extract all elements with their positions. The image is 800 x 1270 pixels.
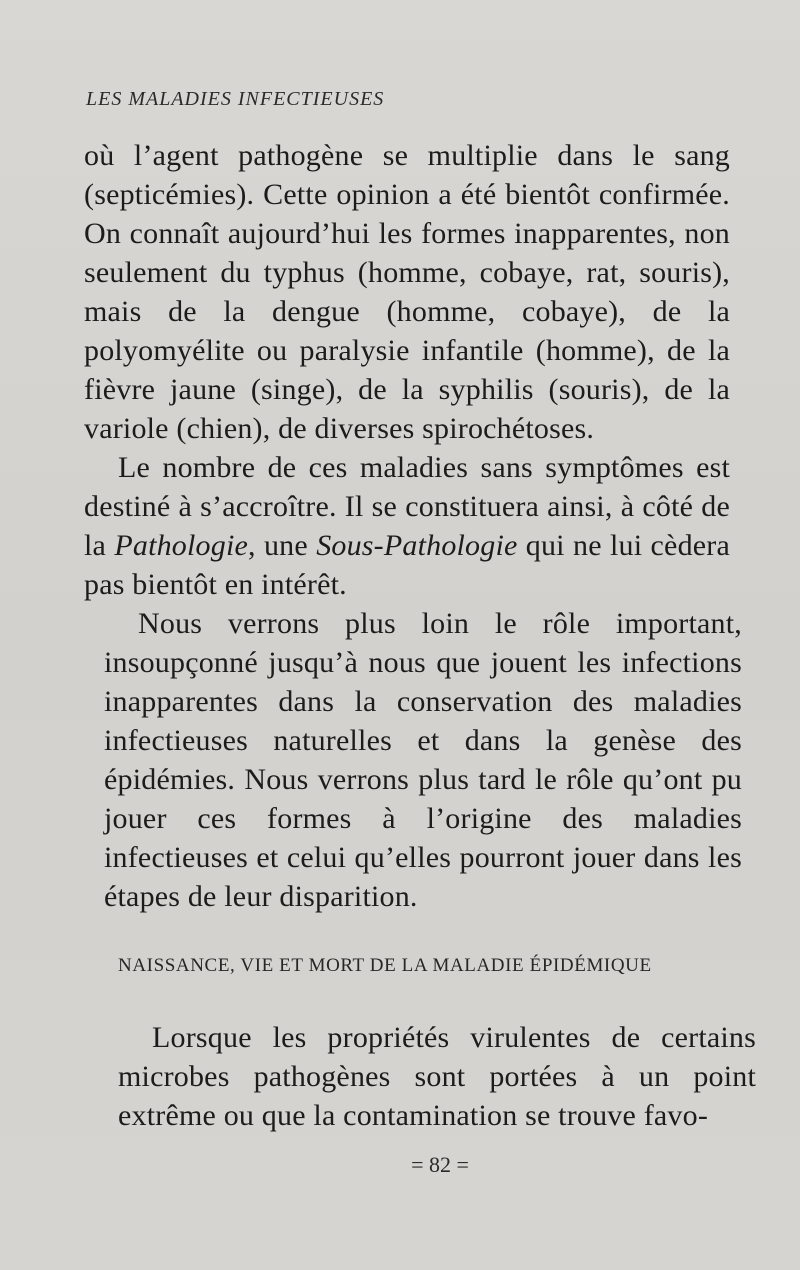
- italic-sous-pathologie: Sous-Pathologie: [316, 529, 518, 562]
- paragraph-inapparent-infections: [104, 604, 742, 916]
- paragraph-2-part-1: Le nombre de ces maladies sans symptômes est destiné à s’accroître. Il se constituera ainsi, à côté de la: [84, 451, 730, 562]
- paragraph-2-part-3: qui ne lui cèdera pas bientôt en intérêt.: [84, 529, 730, 601]
- paragraph-4-text: Lorsque les propriétés virulentes de certains microbes pathogènes sont portées à un point extrême ou que la contamination se trouve favo-: [118, 1021, 756, 1132]
- section-title: NAISSANCE, VIE ET MORT DE LA MALADIE ÉPIDÉMIQUE: [118, 955, 652, 976]
- paragraph-1-text: où l’agent pathogène se multiplie dans le sang (septicémies). Cette opinion a été bientôt confirmée. On connaît aujourd’hui les formes inapparentes, non seulement du typhus (homme, cobaye, rat, souris), mais de la dengue (homme, cobaye), de la polyomyélite ou paralysie infantile (homme), de la fièvre jaune (singe), de la syphilis (souris), de la variole (chien), de diverses spirochétoses.: [84, 139, 730, 445]
- paragraph-2-part-2: , une: [248, 529, 317, 562]
- paragraph-continued: [84, 136, 730, 448]
- page-number: = 82 =: [411, 1152, 469, 1177]
- paragraph-2-text: [84, 448, 730, 604]
- running-head: LES MALADIES INFECTIEUSES: [86, 88, 385, 110]
- italic-pathologie: Pathologie: [114, 529, 248, 562]
- paragraph-section-start: [118, 1018, 756, 1135]
- paragraph-3-text: Nous verrons plus loin le rôle important, insoupçonné jusqu’à nous que jouent les infections inapparentes dans la conservation des maladies infectieuses naturelles et dans la genèse des épidémies. Nous verrons plus tard le rôle qu’ont pu jouer ces formes à l’origine des maladies infectieuses et celui qu’elles pourront jouer dans les étapes de leur disparition.: [104, 607, 742, 913]
- paragraph-pathology: [84, 448, 730, 604]
